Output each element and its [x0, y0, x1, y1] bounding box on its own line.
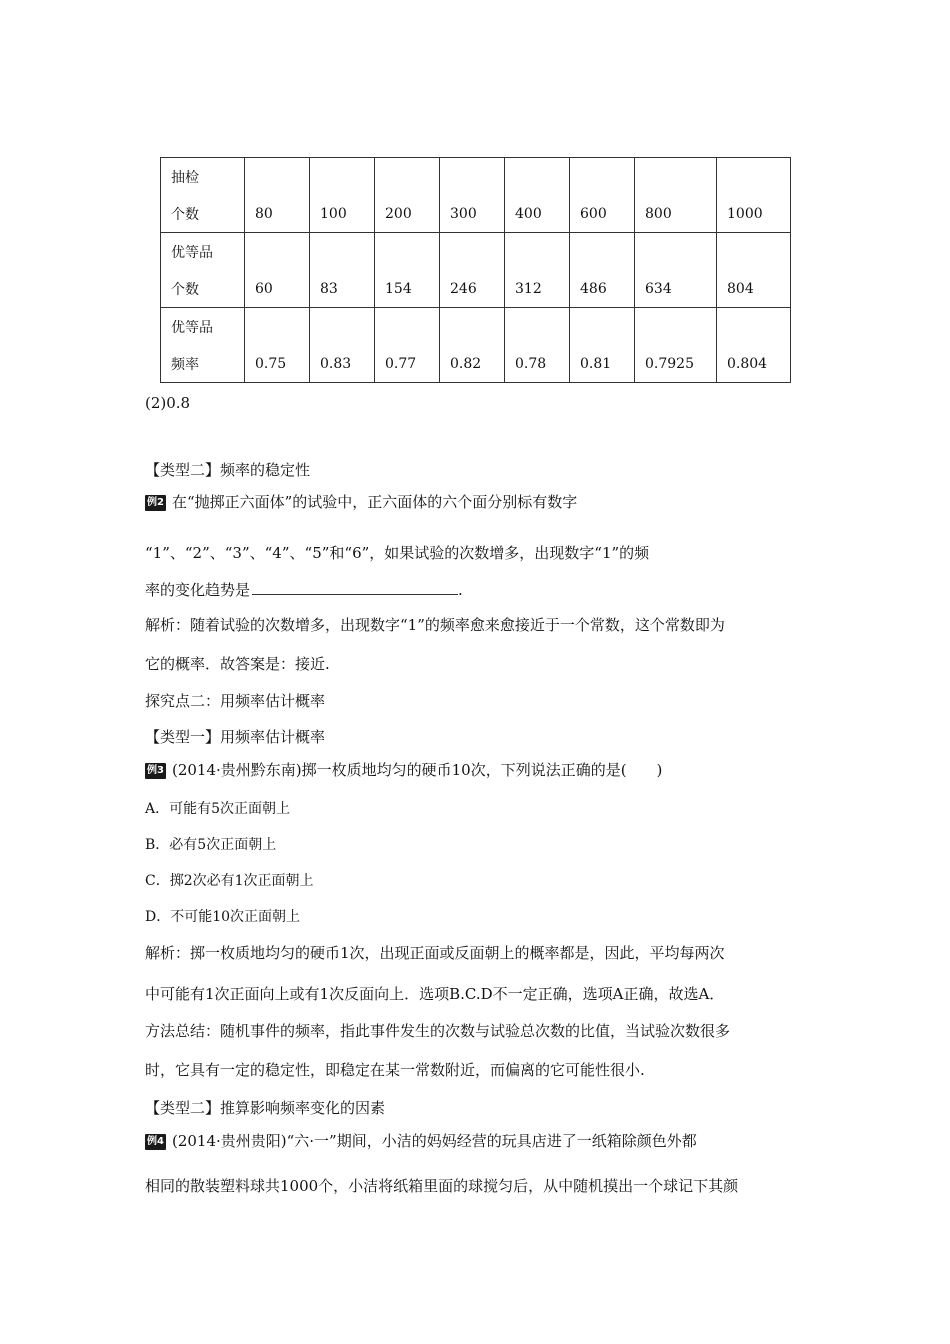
table-cell: [310, 308, 375, 346]
example-badge: 例3: [145, 763, 166, 779]
table-cell: [375, 158, 440, 196]
table-cell: [505, 158, 570, 196]
table-cell: 600: [570, 195, 635, 233]
table-cell: 0.804: [717, 345, 791, 383]
table-cell: [717, 308, 791, 346]
example-4-line-1: [145, 1130, 697, 1152]
table-row: [161, 158, 791, 196]
example-2-line-3: [145, 579, 463, 601]
row-header-cell: 优等品: [161, 233, 245, 271]
table-cell: [310, 158, 375, 196]
table-cell: 0.81: [570, 345, 635, 383]
example-2-text: 在“抛掷正六面体”的试验中，正六面体的六个面分别标有数字: [171, 493, 578, 511]
table-cell: [717, 233, 791, 271]
table-row: [161, 308, 791, 346]
example-3-text: (2014·贵州黔东南)掷一枚质地均匀的硬币10次，下列说法正确的是( ): [171, 761, 663, 779]
table-cell: 80: [245, 195, 310, 233]
example-3-solution-1: 解析：掷一枚质地均匀的硬币1次，出现正面或反面朝上的概率都是，因此，平均每两次: [145, 944, 725, 962]
row-header-cell: 个数: [161, 270, 245, 308]
table-cell: 312: [505, 270, 570, 308]
row-header-cell: 优等品: [161, 308, 245, 346]
table-cell: [635, 233, 717, 271]
table-cell: 154: [375, 270, 440, 308]
option-d: D．不可能10次正面朝上: [145, 909, 301, 925]
section-heading-point2: 探究点二：用频率估计概率: [145, 692, 326, 710]
row-header-cell: 频率: [161, 345, 245, 383]
example-2-solution-1: 解析：随着试验的次数增多，出现数字“1”的频率愈来愈接近于一个常数，这个常数即为: [145, 616, 725, 634]
table-cell: [570, 233, 635, 271]
example-3-question: [145, 759, 662, 781]
table-cell: 246: [440, 270, 505, 308]
table-cell: [717, 158, 791, 196]
table-cell: [375, 233, 440, 271]
section-heading-type1: 【类型一】用频率估计概率: [145, 728, 326, 746]
frequency-table-body: [161, 158, 791, 383]
table-row: [161, 345, 791, 383]
example-4-line-2: 相同的散装塑料球共1000个，小洁将纸箱里面的球搅匀后，从中随机摸出一个球记下其颜: [145, 1177, 739, 1195]
table-cell: 200: [375, 195, 440, 233]
table-cell: 0.75: [245, 345, 310, 383]
table-cell: 83: [310, 270, 375, 308]
answer-part-2: (2)0.8: [145, 394, 191, 412]
example-3-solution-2: 中可能有1次正面向上或有1次反面向上．选项B.C.D不一定正确，选项A正确，故选A．: [145, 985, 725, 1003]
table-cell: 804: [717, 270, 791, 308]
table-row: [161, 233, 791, 271]
table-cell: [440, 158, 505, 196]
row-header-cell: 个数: [161, 195, 245, 233]
example-2-line-2: “1”、“2”、“3”、“4”、“5”和“6”，如果试验的次数增多，出现数字“1”的频: [145, 544, 650, 562]
frequency-table: [160, 157, 791, 383]
table-cell: 486: [570, 270, 635, 308]
example-2-solution-2: 它的概率．故答案是：接近.: [145, 655, 330, 673]
option-c: C．掷2次必有1次正面朝上: [145, 873, 314, 889]
table-cell: [440, 308, 505, 346]
table-cell: [505, 308, 570, 346]
table-cell: [635, 158, 717, 196]
table-cell: 0.82: [440, 345, 505, 383]
table-cell: 1000: [717, 195, 791, 233]
example-badge: 例2: [145, 495, 166, 511]
table-cell: [570, 158, 635, 196]
table-cell: 300: [440, 195, 505, 233]
example-2-text-after-blank: .: [458, 581, 463, 599]
example-2-line-1: [145, 491, 577, 513]
method-summary-1: 方法总结：随机事件的频率，指此事件发生的次数与试验总次数的比值，当试验次数很多: [145, 1022, 731, 1040]
table-cell: 0.83: [310, 345, 375, 383]
table-row: [161, 270, 791, 308]
table-cell: [245, 158, 310, 196]
table-cell: 0.77: [375, 345, 440, 383]
row-header-cell: 抽检: [161, 158, 245, 196]
answer-blank: [252, 580, 458, 595]
table-cell: 60: [245, 270, 310, 308]
table-cell: 100: [310, 195, 375, 233]
table-cell: 800: [635, 195, 717, 233]
table-cell: 0.7925: [635, 345, 717, 383]
table-cell: [440, 233, 505, 271]
table-row: [161, 195, 791, 233]
table-cell: [310, 233, 375, 271]
example-badge: 例4: [145, 1134, 166, 1150]
section-heading-type2: 【类型二】频率的稳定性: [145, 461, 311, 479]
table-cell: 0.78: [505, 345, 570, 383]
table-cell: [505, 233, 570, 271]
table-cell: [245, 308, 310, 346]
option-a: A．可能有5次正面朝上: [145, 801, 291, 817]
table-cell: [245, 233, 310, 271]
example-2-text-before-blank: 率的变化趋势是: [145, 581, 251, 599]
table-cell: 634: [635, 270, 717, 308]
example-4-text: (2014·贵州贵阳)“六·一”期间，小洁的妈妈经营的玩具店进了一纸箱除颜色外都: [171, 1132, 697, 1150]
table-cell: [375, 308, 440, 346]
table-cell: 400: [505, 195, 570, 233]
option-b: B．必有5次正面朝上: [145, 837, 277, 853]
table-cell: [635, 308, 717, 346]
method-summary-2: 时，它具有一定的稳定性，即稳定在某一常数附近，而偏离的它可能性很小.: [145, 1061, 645, 1079]
section-heading-type2b: 【类型二】推算影响频率变化的因素: [145, 1099, 386, 1117]
table-cell: [570, 308, 635, 346]
